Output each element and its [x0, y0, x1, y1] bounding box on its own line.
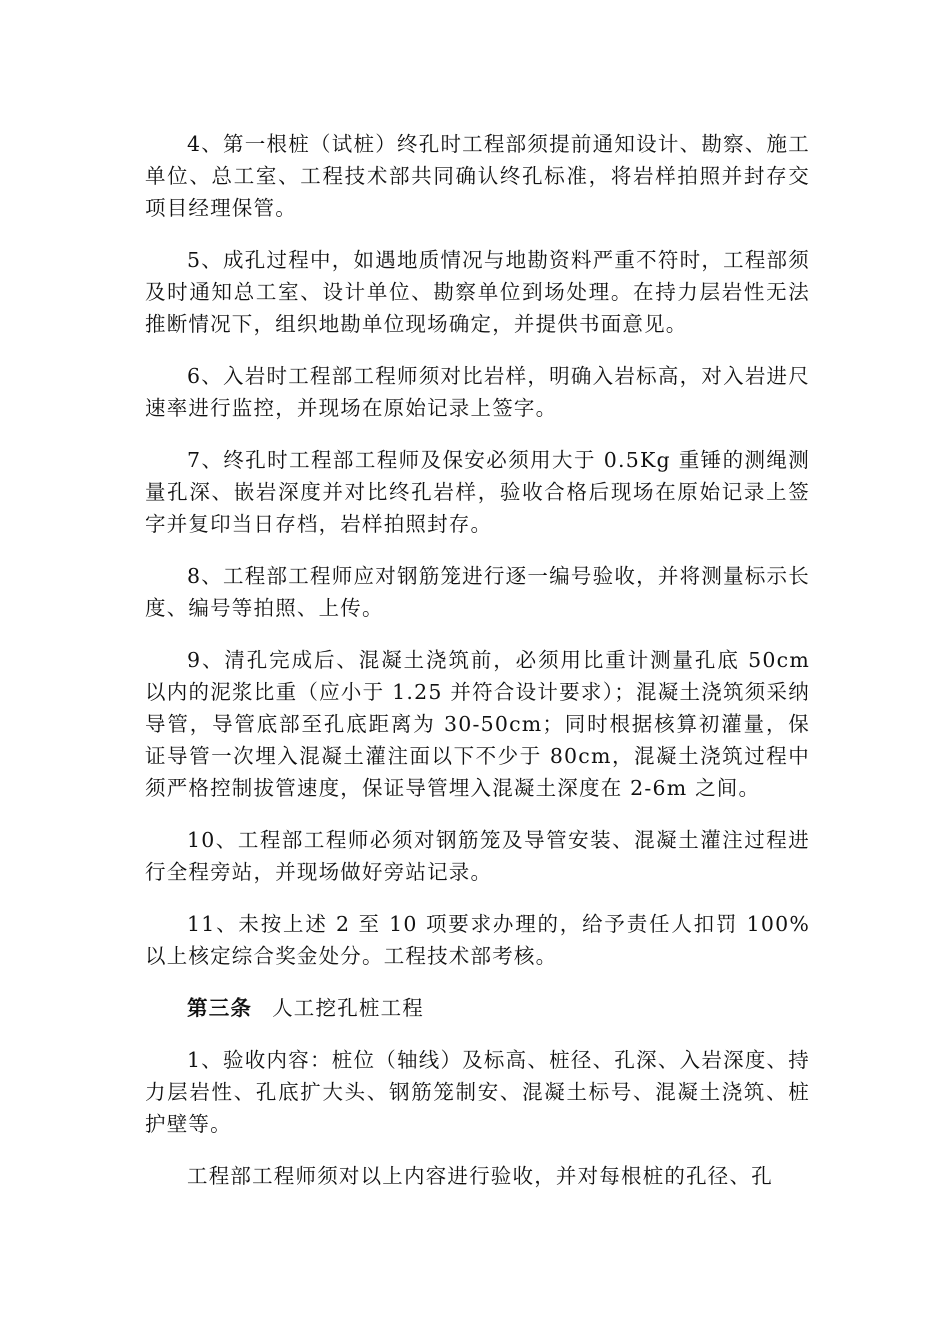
clause-9: 9、清孔完成后、混凝土浇筑前，必须用比重计测量孔底 50cm 以内的泥浆比重（应小于 1.25 并符合设计要求）；混凝土浇筑须采纳导管，导管底部至孔底距离为 30-50cm；同时根据核算初灌量，保证导管一次埋入混凝土灌注面以下不少于 80cm，混凝土浇筑过程中须严格控制拔管速度，保证导管埋入混凝土深度在 2-6m 之间。 — [145, 648, 810, 800]
clause-8: 8、工程部工程师应对钢筋笼进行逐一编号验收，并将测量标示长度、编号等拍照、上传。 — [145, 564, 810, 620]
clause-10: 10、工程部工程师必须对钢筋笼及导管安装、混凝土灌注过程进行全程旁站，并现场做好旁站记录。 — [145, 828, 810, 884]
inspection-content: 1、验收内容：桩位（轴线）及标高、桩径、孔深、入岩深度、持力层岩性、孔底扩大头、钢筋笼制安、混凝土标号、混凝土浇筑、桩护壁等。 — [145, 1048, 810, 1136]
inspection-requirement: 工程部工程师须对以上内容进行验收，并对每根桩的孔径、孔 — [187, 1164, 773, 1188]
section-title: 人工挖孔桩工程 — [272, 996, 425, 1020]
section-heading — [145, 992, 810, 1024]
clause-4: 4、第一根桩（试桩）终孔时工程部须提前通知设计、勘察、施工单位、总工室、工程技术部共同确认终孔标准，将岩样拍照并封存交项目经理保管。 — [145, 132, 810, 220]
clause-7: 7、终孔时工程部工程师及保安必须用大于 0.5Kg 重锤的测绳测量孔深、嵌岩深度并对比终孔岩样，验收合格后现场在原始记录上签字并复印当日存档，岩样拍照封存。 — [145, 448, 810, 536]
clause-5: 5、成孔过程中，如遇地质情况与地勘资料严重不符时，工程部须及时通知总工室、设计单位、勘察单位到场处理。在持力层岩性无法推断情况下，组织地勘单位现场确定，并提供书面意见。 — [145, 248, 810, 336]
document-body — [145, 128, 810, 1212]
clause-6: 6、入岩时工程部工程师须对比岩样，明确入岩标高，对入岩进尺速率进行监控，并现场在原始记录上签字。 — [145, 364, 810, 420]
section-label: 第三条 — [187, 996, 253, 1020]
clause-11: 11、未按上述 2 至 10 项要求办理的，给予责任人扣罚 100%以上核定综合奖金处分。工程技术部考核。 — [145, 912, 810, 968]
